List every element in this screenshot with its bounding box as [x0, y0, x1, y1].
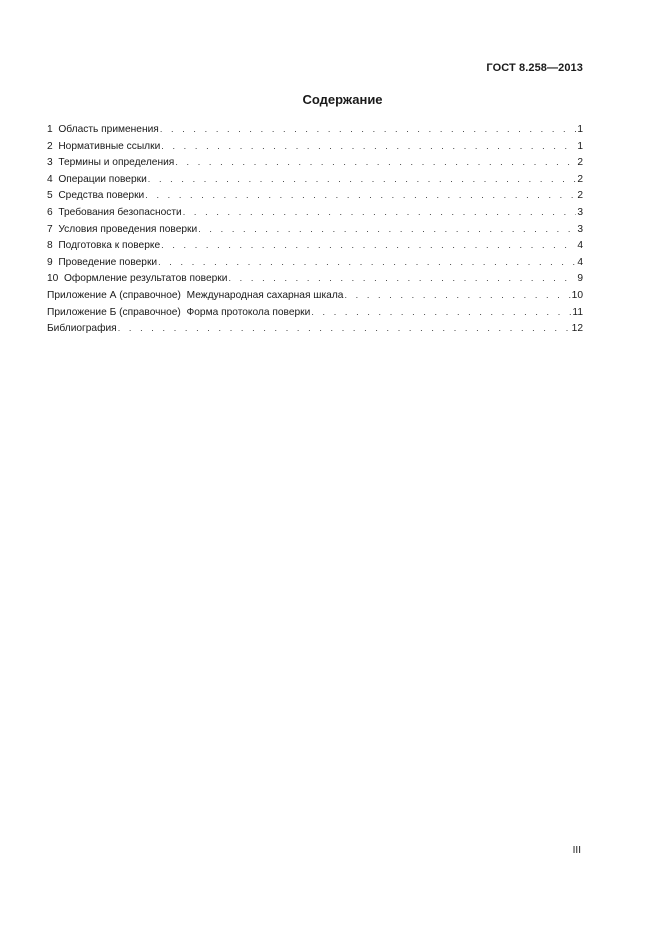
toc-dot-leader [344, 287, 570, 304]
toc-entry[interactable] [47, 320, 583, 337]
toc-entry[interactable] [47, 204, 583, 221]
toc-entry-label: 10 Оформление результатов поверки [47, 273, 228, 285]
toc-dot-leader [228, 270, 576, 287]
toc-entry[interactable] [47, 254, 583, 271]
toc-entry-label: 6 Требования безопасности [47, 206, 182, 218]
toc-entry[interactable] [47, 171, 583, 188]
toc-entry-label: 9 Проведение поверки [47, 256, 158, 268]
toc-entry[interactable] [47, 304, 583, 321]
toc-entry-label: Приложение Б (справочное) Форма протокола поверки [47, 306, 311, 318]
toc-dot-leader [145, 187, 576, 204]
toc-entry-label: 5 Средства поверки [47, 190, 145, 202]
page-number: III [572, 845, 581, 856]
toc-entry-label: Приложение А (справочное) Международная сахарная шкала [47, 289, 344, 301]
toc-entry-label: 8 Подготовка к поверке [47, 240, 161, 252]
toc-dot-leader [175, 154, 576, 171]
toc-entry[interactable] [47, 121, 583, 138]
toc-entry[interactable] [47, 237, 583, 254]
toc-entry-page: 2 [577, 157, 583, 169]
toc-entry[interactable] [47, 138, 583, 155]
toc-entry-page: 4 [577, 240, 583, 252]
toc-dot-leader [183, 204, 577, 221]
toc-entry-label: 2 Нормативные ссылки [47, 140, 161, 152]
toc-entry-label: 7 Условия проведения поверки [47, 223, 198, 235]
toc-entry-label: 4 Операции поверки [47, 173, 147, 185]
toc-dot-leader [148, 171, 577, 188]
toc-entry-page: 3 [577, 223, 583, 235]
toc-dot-leader [158, 254, 576, 271]
toc-entry-page: 9 [577, 273, 583, 285]
toc-entry-page: 4 [577, 256, 583, 268]
document-code: ГОСТ 8.258—2013 [486, 62, 583, 74]
toc-entry-page: 1 [577, 124, 583, 135]
toc-entry-page: 10 [571, 289, 583, 301]
toc-entry-label: 3 Термины и определения [47, 157, 175, 169]
toc-entry-page: 3 [577, 206, 583, 218]
toc-entry-page: 2 [577, 173, 583, 185]
toc-title: Содержание [302, 92, 383, 107]
toc-entry[interactable] [47, 221, 583, 238]
table-of-contents [47, 121, 583, 337]
toc-entry[interactable] [47, 154, 583, 171]
toc-dot-leader [161, 138, 576, 155]
toc-entry[interactable] [47, 270, 583, 287]
toc-entry-label: 1 Область применения [47, 124, 159, 135]
toc-dot-leader [118, 320, 571, 337]
toc-entry[interactable] [47, 287, 583, 304]
toc-entry-page: 12 [571, 323, 583, 335]
toc-entry-page: 2 [577, 190, 583, 202]
toc-dot-leader [160, 121, 577, 138]
toc-dot-leader [161, 237, 576, 254]
toc-dot-leader [311, 304, 571, 321]
toc-entry-page: 1 [577, 140, 583, 152]
toc-entry-label: Библиография [47, 323, 117, 335]
toc-dot-leader [198, 221, 576, 238]
toc-entry[interactable] [47, 187, 583, 204]
toc-entry-page: 11 [572, 306, 583, 318]
